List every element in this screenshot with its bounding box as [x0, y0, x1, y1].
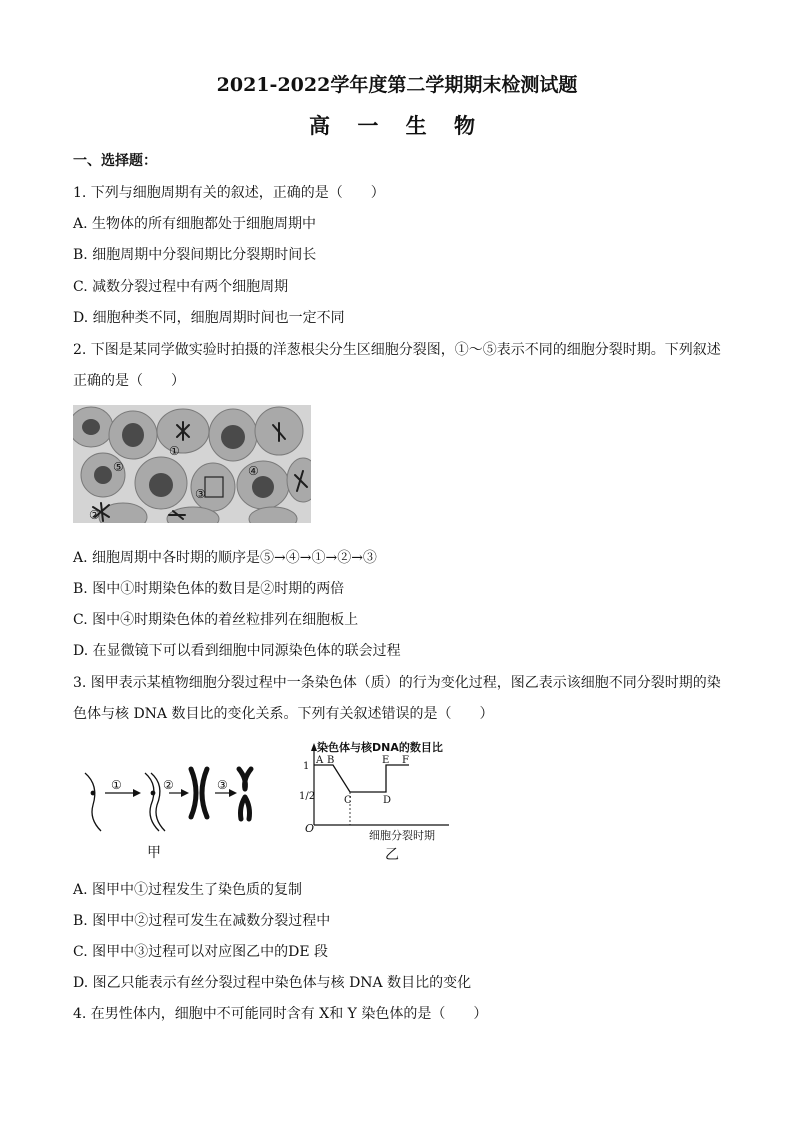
- question-3-option-a: A. 图甲中①过程发生了染色质的复制: [73, 882, 303, 898]
- micrograph-label-3: ③: [195, 487, 206, 501]
- question-1-option-b: B. 细胞周期中分裂间期比分裂期时间长: [73, 247, 317, 263]
- question-3-option-c: C. 图甲中③过程可以对应图乙中的DE 段: [73, 944, 329, 960]
- yi-point-f: F: [402, 755, 409, 766]
- jia-step-2: ②: [163, 778, 174, 792]
- yi-point-c: C: [344, 795, 352, 806]
- question-4-stem: 4. 在男性体内，细胞中不可能同时含有 X和 Y 染色体的是（ ）: [73, 1006, 488, 1022]
- yi-xlabel: 细胞分裂时期: [369, 829, 435, 842]
- figure-3: [73, 733, 453, 863]
- question-1-option-c: C. 减数分裂过程中有两个细胞周期: [73, 279, 289, 295]
- figure-3-drawing: [73, 733, 453, 863]
- yi-ytick-1: 1: [303, 761, 310, 772]
- yi-point-d: D: [383, 795, 392, 806]
- question-2-stem-line-2: 正确的是（ ）: [73, 373, 185, 389]
- yi-point-a: A: [316, 755, 324, 766]
- yi-caption: 乙: [385, 847, 399, 863]
- micrograph-label-4: ④: [248, 464, 259, 478]
- question-1-option-d: D. 细胞种类不同，细胞周期时间也一定不同: [73, 310, 345, 326]
- yi-ylabel: 染色体与核DNA的数目比: [317, 741, 443, 754]
- micrograph-drawing: [73, 405, 311, 523]
- yi-origin: O: [305, 822, 315, 835]
- question-2-option-c: C. 图中④时期染色体的着丝粒排列在细胞板上: [73, 612, 359, 628]
- question-2-option-a: A. 细胞周期中各时期的顺序是⑤→④→①→②→③: [73, 550, 377, 566]
- jia-step-3: ③: [217, 778, 228, 792]
- yi-point-e: E: [382, 755, 390, 766]
- question-1-option-a: A. 生物体的所有细胞都处于细胞周期中: [73, 216, 317, 232]
- figure-yi: [299, 740, 449, 863]
- section-heading: 一、选择题：: [73, 153, 157, 169]
- question-2-stem-line-1: 2. 下图是某同学做实验时拍摄的洋葱根尖分生区细胞分裂图，①～⑤表示不同的细胞分裂时期。下列叙述: [73, 342, 721, 358]
- question-3-stem-line-1: 3. 图甲表示某植物细胞分裂过程中一条染色体（质）的行为变化过程，图乙表示该细胞不同分裂时期的染: [73, 675, 721, 691]
- page-subtitle: 高 一 生 物: [309, 113, 485, 138]
- micrograph-label-5: ⑤: [113, 460, 124, 474]
- question-2-option-b: B. 图中①时期染色体的数目是②时期的两倍: [73, 581, 345, 597]
- figure-jia: [85, 769, 251, 861]
- yi-point-b: B: [327, 755, 335, 766]
- question-1-stem: 1. 下列与细胞周期有关的叙述，正确的是（ ）: [73, 185, 385, 201]
- question-3-stem-line-2: 色体与核 DNA 数目比的变化关系。下列有关叙述错误的是（ ）: [73, 706, 494, 722]
- jia-caption: 甲: [147, 845, 161, 861]
- micrograph-label-1: ①: [169, 444, 180, 458]
- micrograph-figure: [73, 405, 311, 523]
- question-2-option-d: D. 在显微镜下可以看到细胞中同源染色体的联会过程: [73, 643, 401, 659]
- jia-step-1: ①: [111, 778, 122, 792]
- micrograph-label-2: ②: [89, 508, 100, 522]
- yi-ytick-half: 1/2: [299, 791, 316, 802]
- question-3-option-b: B. 图甲中②过程可发生在减数分裂过程中: [73, 913, 331, 929]
- question-3-option-d: D. 图乙只能表示有丝分裂过程中染色体与核 DNA 数目比的变化: [73, 975, 472, 991]
- page-title: 2021-2022学年度第二学期期末检测试题: [216, 74, 578, 96]
